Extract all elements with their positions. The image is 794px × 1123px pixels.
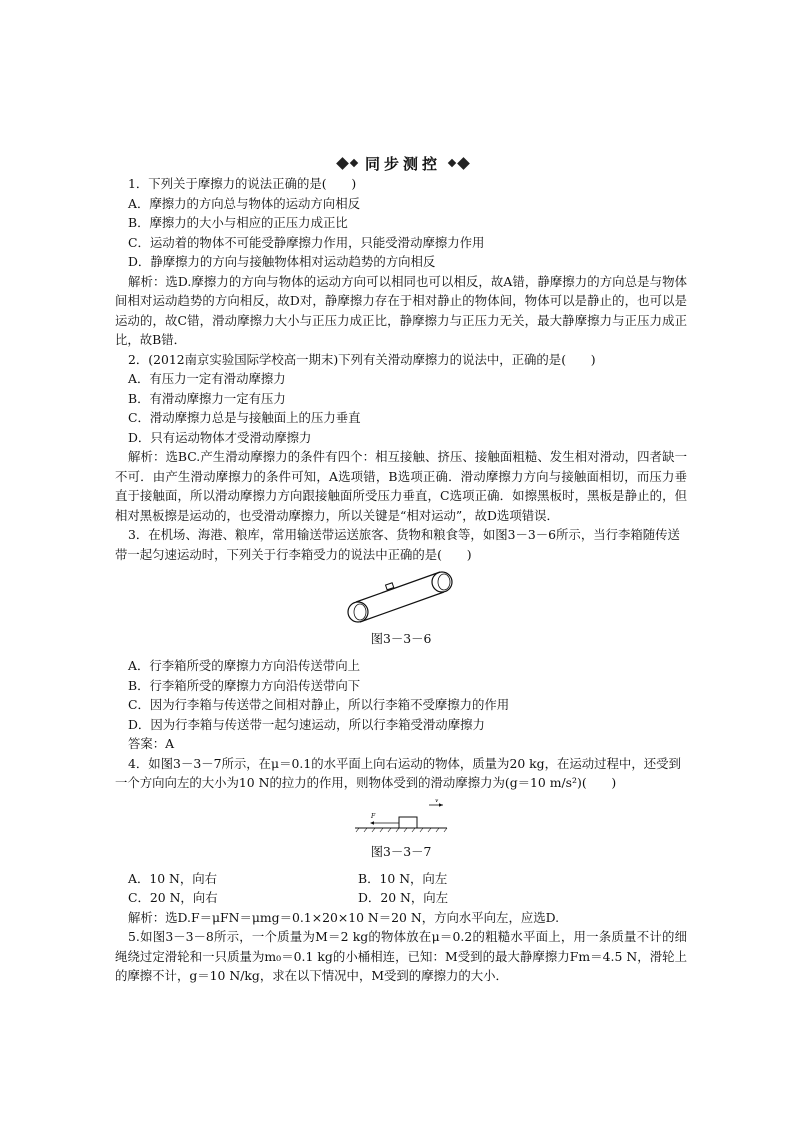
velocity-label: v: [435, 798, 439, 804]
question-1-option-b: B．摩擦力的大小与相应的正压力成正比: [128, 215, 348, 230]
conveyor-belt-illustration: [346, 570, 456, 626]
question-4-option-b: B．10 N，向左: [358, 870, 448, 886]
question-4-option-a: A．10 N，向右: [128, 870, 218, 886]
question-5-stem: 5.如图3－3－8所示，一个质量为M＝2 kg的物体放在μ＝0.2的粗糙水平面上，用一条质量不计的细绳绕过定滑轮和一只质量为m₀＝0.1 kg的小桶相连，已知：M受到的最大静摩擦力Fm＝4.5 N，滑轮上的摩擦不计，g＝10 N/kg，求在以下情况中，M受到的摩擦力的大小．: [115, 929, 687, 983]
question-4-option-d: D．20 N，向左: [358, 890, 449, 905]
section-banner: [318, 152, 488, 174]
question-4-stem: 4．如图3－3－7所示，在μ＝0.1的水平面上向右运动的物体，质量为20 kg，在运动过程中，还受到一个方向向左的大小为10 N的拉力的作用，则物体受到的滑动摩擦力为(g＝10 m/s²)( ): [115, 755, 681, 790]
question-2-option-a: A．有压力一定有滑动摩擦力: [128, 371, 286, 386]
force-label: F: [371, 812, 376, 820]
figure-3-3-6: [115, 570, 687, 648]
question-3-option-a: A．行李箱所受的摩擦力方向沿传送带向上: [128, 658, 360, 673]
question-1-option-c: C．运动着的物体不可能受静摩擦力作用，只能受滑动摩擦力作用: [128, 234, 485, 250]
figure-caption: 图3－3－6: [370, 631, 432, 646]
question-4-option-c: C．20 N，向右: [128, 890, 218, 905]
diamond-icon: [350, 159, 358, 167]
question-3-stem: 3．在机场、海港、粮库，常用输送带运送旅客、货物和粮食等，如图3－3－6所示，当行李箱随传送带一起匀速运动时，下列关于行李箱受力的说法中正确的是( ): [115, 527, 680, 562]
question-2-option-b: B．有滑动摩擦力一定有压力: [128, 390, 286, 406]
question-3-option-d: D．因为行李箱与传送带一起匀速运动，所以行李箱受滑动摩擦力: [128, 716, 485, 732]
question-2-option-d: D．只有运动物体才受滑动摩擦力: [128, 429, 312, 445]
question-1-option-d: D．静摩擦力的方向与接触物体相对运动趋势的方向相反: [128, 254, 436, 269]
question-4-options: [115, 869, 687, 908]
question-2-option-c: C．滑动摩擦力总是与接触面上的压力垂直: [128, 410, 361, 425]
question-2-explanation: 解析：选BC.产生滑动摩擦力的条件有四个：相互接触、挤压、接触面粗糙、发生相对滑动，四者缺一不可．由产生滑动摩擦力的条件可知，A选项错，B选项正确．滑动摩擦力方向与接触面相切，而压力垂直于接触面，所以滑动摩擦力方向跟接触面所受压力垂直，C选项正确．如擦黑板时，黑板是静止的，但相对黑板擦是运动的，也受滑动摩擦力，所以关键是“相对运动”，故D选项错误．: [115, 449, 687, 523]
question-1-option-a: A．摩擦力的方向总与物体的运动方向相反: [128, 195, 360, 211]
question-2-stem: 2．(2012南京实验国际学校高一期末)下列有关滑动摩擦力的说法中，正确的是( ): [128, 351, 596, 367]
question-3-option-b: B．行李箱所受的摩擦力方向沿传送带向下: [128, 677, 361, 693]
diamond-icon: [336, 157, 349, 170]
figure-3-3-7: [115, 799, 687, 861]
diamond-icon: [448, 159, 456, 167]
diamond-icon: [457, 157, 470, 170]
figure-caption: 图3－3－7: [370, 843, 432, 859]
question-3-option-c: C．因为行李箱与传送带之间相对静止，所以行李箱不受摩擦力的作用: [128, 697, 510, 712]
block-on-surface-illustration: [351, 799, 451, 839]
question-list: [115, 174, 687, 986]
question-4-explanation: 解析：选D.F＝μFN＝μmg＝0.1×20×10 N＝20 N，方向水平向左，应选D.: [128, 909, 560, 925]
question-1-explanation: 解析：选D.摩擦力的方向与物体的运动方向可以相同也可以相反，故A错，静摩擦力的方向总是与物体间相对运动趋势的方向相反，故D对，静摩擦力存在于相对静止的物体间，物体可以是静止的，也可以是运动的，故C错，滑动摩擦力大小与正压力成正比，静摩擦力与正压力无关，最大静摩擦力与正压力成正比，故B错．: [115, 273, 687, 347]
question-1-stem: 1．下列关于摩擦力的说法正确的是( ): [128, 176, 357, 191]
question-3-answer: 答案：A: [128, 736, 175, 751]
section-title: 同步测控: [364, 154, 441, 173]
